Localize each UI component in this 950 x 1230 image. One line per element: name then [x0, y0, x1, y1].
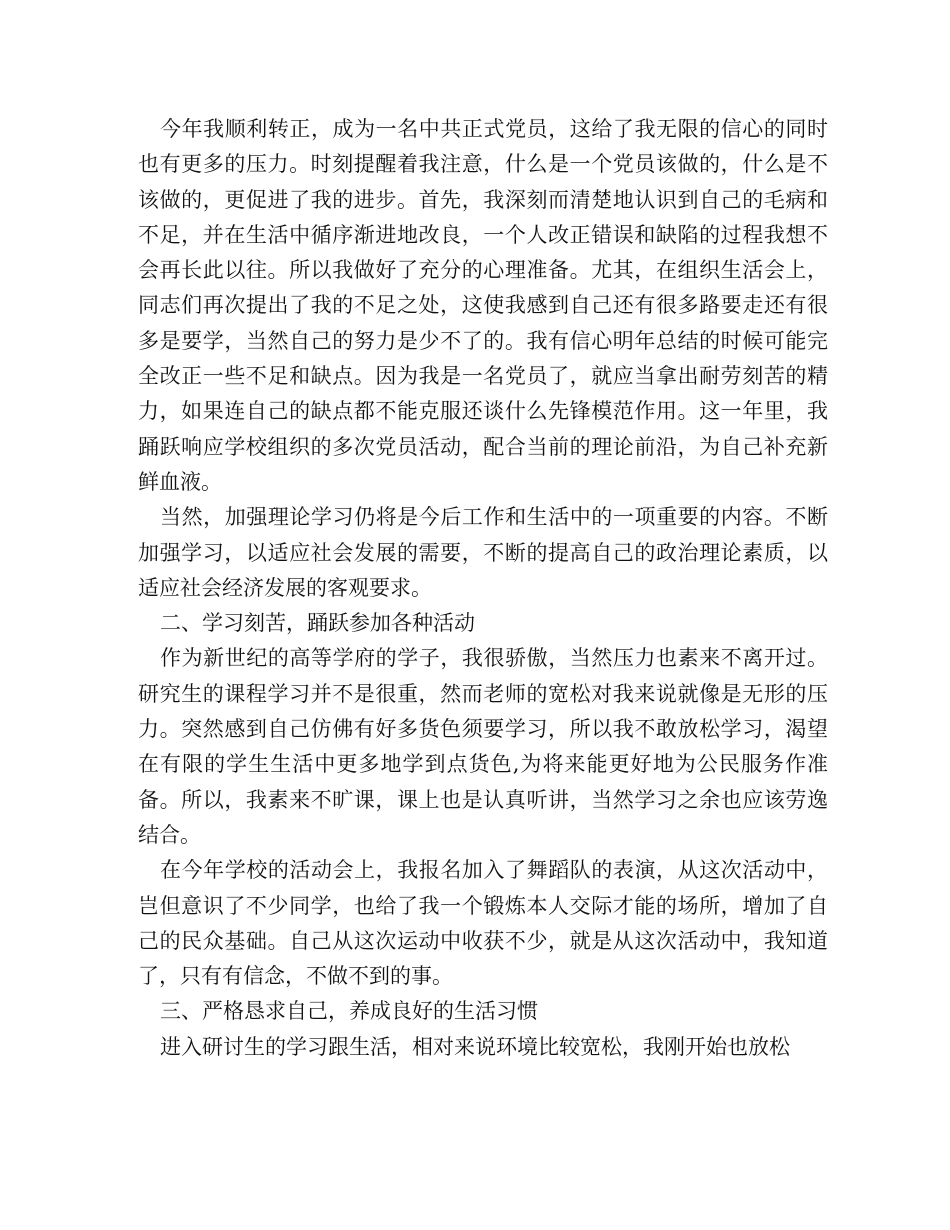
document-body [138, 112, 828, 1065]
paragraph-dance-activity: 在今年学校的活动会上，我报名加入了舞蹈队的表演，从这次活动中，岂但意识了不少同学，也给了我一个锻炼本人交际才能的场所，增加了自己的民众基础。自己从这次运动中收获不少，就是从这次活动中，我知道了，只有有信念，不做不到的事。 [138, 858, 828, 989]
paragraph-graduate-study: 作为新世纪的高等学府的学子，我很骄傲，当然压力也素来不离开过。研究生的课程学习并不是很重，然而老师的宽松对我来说就像是无形的压力。突然感到自己仿佛有好多货色须要学习，所以我不敢放松学习，渴望在有限的学生生活中更多地学到点货色,为将来能更好地为公民服务作准备。所以，我素来不旷课，课上也是认真听讲，当然学习之余也应该劳逸结合。 [138, 646, 828, 847]
paragraph-party-member: 今年我顺利转正，成为一名中共正式党员，这给了我无限的信心的同时也有更多的压力。时刻提醒着我注意，什么是一个党员该做的，什么是不该做的，更促进了我的进步。首先，我深刻而清楚地认识到自己的毛病和不足，并在生活中循序渐进地改良，一个人改正错误和缺陷的过程我想不会再长此以往。所以我做好了充分的心理准备。尤其，在组织生活会上，同志们再次提出了我的不足之处，这使我感到自己还有很多路要走还有很多是要学，当然自己的努力是少不了的。我有信心明年总结的时候可能完全改正一些不足和缺点。因为我是一名党员了，就应当拿出耐劳刻苦的精力，如果连自己的缺点都不能克服还谈什么先锋模范作用。这一年里，我踊跃响应学校组织的多次党员活动，配合当前的理论前沿，为自己补充新鲜血液。 [138, 117, 828, 494]
paragraph-graduate-life: 进入研讨生的学习跟生活，相对来说环境比较宽松，我刚开始也放松 [160, 1034, 790, 1059]
section-heading-study-activities: 二、学习刻苦，踊跃参加各种活动 [160, 611, 475, 636]
paragraph-theory-study: 当然，加强理论学习仍将是今后工作和生活中的一项重要的内容。不断加强学习，以适应社会发展的需要，不断的提高自己的政治理论素质，以适应社会经济发展的客观要求。 [138, 505, 828, 600]
section-heading-strict-habits: 三、严格恳求自己，养成良好的生活习惯 [160, 999, 538, 1024]
